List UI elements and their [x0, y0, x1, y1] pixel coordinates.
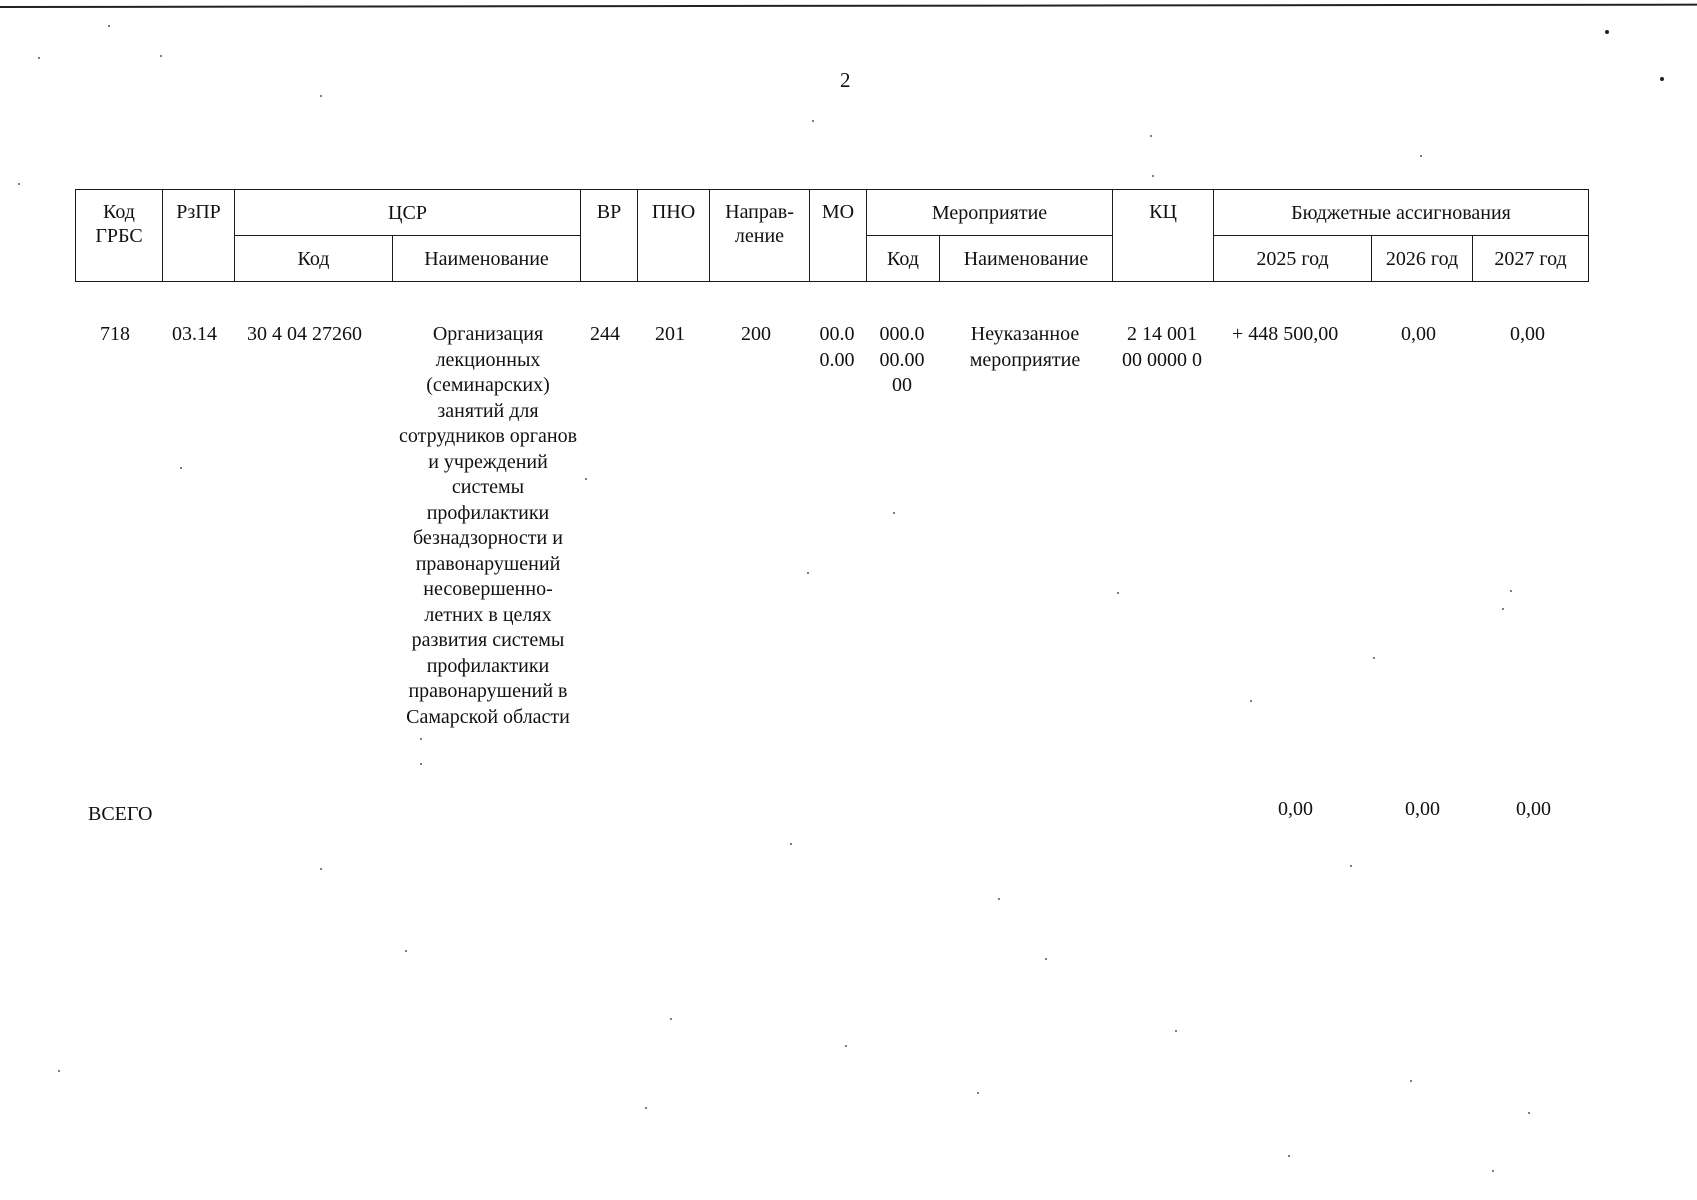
scan-speck — [1410, 1080, 1412, 1082]
row-csr-kod: 30 4 04 27260 — [247, 323, 362, 345]
row-rzpr: 03.14 — [172, 323, 217, 345]
row-mer-kod: 000.0 00.00 00 — [879, 323, 925, 396]
scan-speck — [1288, 1155, 1290, 1157]
scan-speck — [1175, 1030, 1177, 1032]
total-2026: 0,00 — [1405, 798, 1440, 820]
header-2026: 2026 год — [1372, 236, 1473, 282]
scan-speck — [160, 55, 162, 57]
header-napravlenie: Направ-ление — [710, 190, 810, 282]
scan-speck — [1150, 135, 1152, 137]
scan-speck — [1350, 865, 1352, 867]
scan-speck — [18, 183, 20, 185]
scan-speck — [845, 1045, 847, 1047]
scan-speck — [670, 1018, 672, 1020]
scan-speck — [645, 1107, 647, 1109]
page-top-edge — [0, 4, 1697, 8]
header-csr-name: Наименование — [393, 236, 581, 282]
row-mer-name: Неуказанное мероприятие — [969, 323, 1081, 371]
scan-speck — [807, 572, 809, 574]
header-budget: Бюджетные ассигнования — [1214, 190, 1589, 236]
scan-speck — [812, 120, 814, 122]
scan-speck — [1510, 590, 1512, 592]
header-pno: ПНО — [638, 190, 710, 282]
scan-speck — [1492, 1170, 1494, 1172]
row-vr: 244 — [590, 323, 620, 345]
table-header — [75, 189, 1589, 282]
scan-speck — [893, 512, 895, 514]
row-2025: + 448 500,00 — [1232, 323, 1339, 345]
total-label: ВСЕГО — [88, 803, 153, 825]
row-mo: 00.0 0.00 — [819, 323, 855, 371]
scan-speck — [790, 843, 792, 845]
scan-speck — [320, 868, 322, 870]
row-csr-name: Организация лекционных (семинарских) занятий для сотрудников органов и учреждений системы профилактики безнадзорности и правонарушений несовершенно-летних в целях развития системы профилактики правонарушений в Самарской области — [398, 323, 578, 728]
scan-speck — [38, 57, 40, 59]
scan-speck — [1152, 175, 1154, 177]
scan-speck — [1117, 592, 1119, 594]
row-2027: 0,00 — [1510, 323, 1545, 345]
header-2025: 2025 год — [1214, 236, 1372, 282]
scan-speck — [1373, 657, 1375, 659]
header-kc: КЦ — [1113, 190, 1214, 282]
scan-speck — [1420, 155, 1422, 157]
row-kc: 2 14 001 00 0000 0 — [1122, 323, 1202, 371]
scan-speck — [420, 738, 422, 740]
scan-speck — [977, 1092, 979, 1094]
header-mer-kod: Код — [867, 236, 940, 282]
header-csr: ЦСР — [235, 190, 581, 236]
scan-speck — [58, 1070, 60, 1072]
header-mer-name: Наименование — [940, 236, 1113, 282]
scan-speck — [320, 95, 322, 97]
total-2027: 0,00 — [1516, 798, 1551, 820]
scan-speck — [108, 25, 110, 27]
scan-speck — [1502, 608, 1504, 610]
header-rzpr: РзПР — [163, 190, 235, 282]
row-napravlenie: 200 — [741, 323, 771, 345]
scan-speck — [1250, 700, 1252, 702]
scan-speck — [1045, 958, 1047, 960]
row-pno: 201 — [655, 323, 685, 345]
scan-speck — [585, 478, 587, 480]
header-2027: 2027 год — [1473, 236, 1589, 282]
scan-speck — [1528, 1112, 1530, 1114]
header-vr: ВР — [581, 190, 638, 282]
scan-speck — [1660, 77, 1664, 81]
scan-speck — [420, 763, 422, 765]
total-2025: 0,00 — [1278, 798, 1313, 820]
scan-speck — [998, 898, 1000, 900]
scan-speck — [405, 950, 407, 952]
scan-speck — [180, 467, 182, 469]
header-meropriyatie: Мероприятие — [867, 190, 1113, 236]
header-mo: МО — [810, 190, 867, 282]
header-csr-kod: Код — [235, 236, 393, 282]
page-number: 2 — [840, 68, 851, 92]
header-kod-grbs: Код ГРБС — [76, 190, 163, 282]
scan-speck — [1605, 30, 1609, 34]
row-2026: 0,00 — [1401, 323, 1436, 345]
row-kod-grbs: 718 — [100, 323, 130, 345]
